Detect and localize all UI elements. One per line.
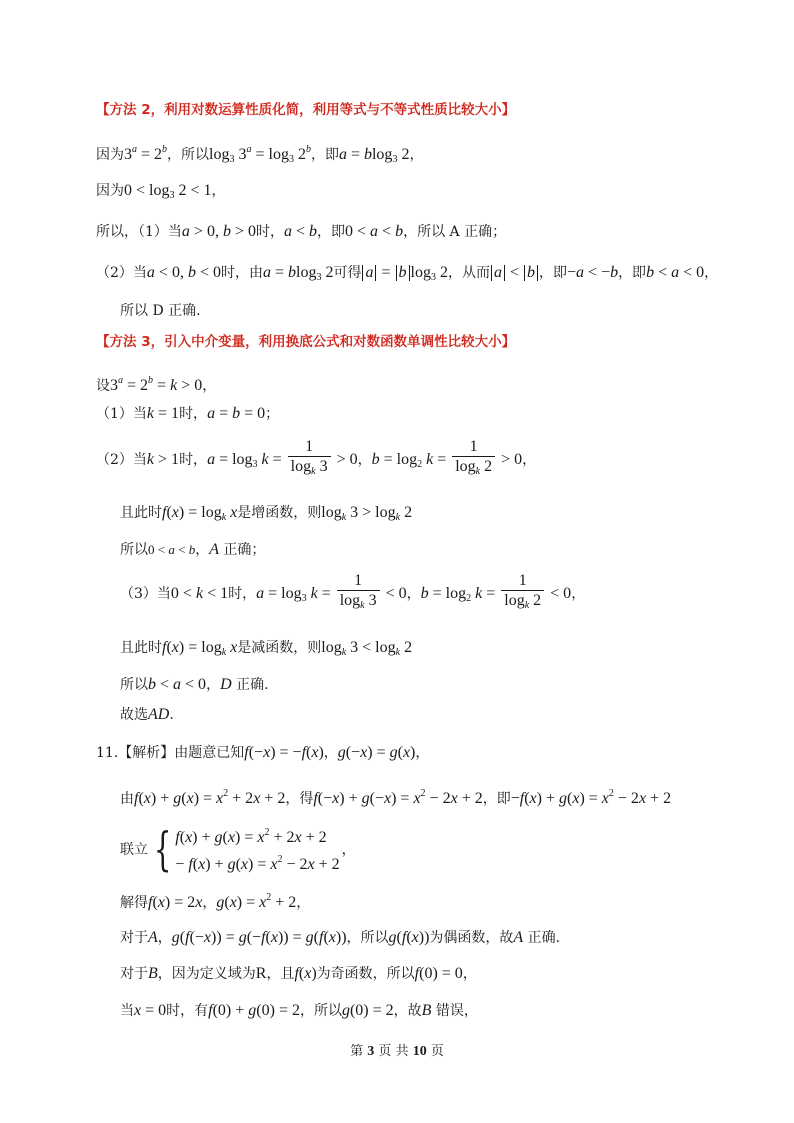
method3-line5: 所以0 < a < b，A 正确； xyxy=(120,541,266,558)
method2-line2: 因为$0 < \log_3 2 < 1$， xyxy=(96,182,226,201)
page-number: 3 xyxy=(367,1044,375,1059)
method2-heading: 【方法 2，利用对数运算性质化简，利用等式与不等式性质比较大小】 xyxy=(96,102,516,118)
q11-line2: 由$f(x) + g(x) = x^2 + 2x + 2$，得$f(-x) + g(-x) = x^2 - 2x + 2$，即$-f(x) + g(x) = x^2 - 2x + 2$ xyxy=(120,788,672,807)
method3-line1: 设$3^a = 2^b = k > 0$， xyxy=(96,375,217,394)
q11-line3-label: 联立 xyxy=(120,842,148,858)
q11-line4: 解得f(x) = 2x，$g(x) = x^2 + 2$， xyxy=(120,892,311,911)
method2-line4: （2）当a < 0, b < 0时，由a = blog$_3$ 2可得 a = b $\log_3 2$，从而 a < b ，即−a < −b，即b < a < 0， xyxy=(96,264,719,283)
method3-line6: （3）当0 < k < 1时，$a = \log_3 k$ = $\frac{1}{\log_k 3}$ < 0，$b = \log_2 k$ = $\frac{1}{\log_k 2}$ < 0， xyxy=(120,572,585,621)
method3-line9: 故选AD. xyxy=(120,706,174,723)
method3-line3: （2）当k > 1时，$a = \log_3 k$ = $\frac{1}{\log_k 3}$ > 0，$b = \log_2 k$ = $\frac{1}{\log_k 2}$ > 0， xyxy=(96,438,536,487)
method3-line4: 且此时$f(x) = \log_k x$是增函数，则$\log_k 3 > \log_k 2$ xyxy=(120,504,413,523)
method2-line5: 所以 D 正确. xyxy=(120,303,201,319)
q11-line6: 对于B，因为定义域为R，且f(x)为奇函数，所以f(0) = 0， xyxy=(120,965,477,982)
page-total: 10 xyxy=(412,1044,427,1059)
page-footer: 第 3 页 共 10 页 xyxy=(350,1044,444,1059)
method3-line2: （1）当k = 1时，a = b = 0； xyxy=(96,405,280,422)
q11-line5: 对于A，g(f(−x)) = g(−f(x)) = g(f(x))，所以g(f(x))为偶函数，故A 正确. xyxy=(120,929,561,946)
method3-line7: 且此时$f(x) = \log_k x$是减函数，则$\log_k 3 < \log_k 2$ xyxy=(120,639,413,658)
method2-line3: 所以，（1）当a > 0, b > 0时，a < b，即0 < a < b，所以 A 正确； xyxy=(96,223,507,240)
q11-system: 联立 { $f(x) + g(x) = x^2 + 2x + 2$ − $f(x) + g(x) = x^2 - 2x + 2$ ， xyxy=(120,822,356,876)
method2-line1: 因为$3^a = 2^b$，所以$\log_3 3^a = \log_3 2^b$，即a = blog$_3$ 2， xyxy=(96,144,424,165)
method3-line8: 所以b < a < 0，D 正确. xyxy=(120,676,269,693)
left-brace-icon: { xyxy=(153,822,172,876)
method3-heading: 【方法 3，引入中介变量，利用换底公式和对数函数单调性比较大小】 xyxy=(96,334,516,350)
q11-line7: 当x = 0时，有f(0) + g(0) = 2，所以g(0) = 2，故B 错误， xyxy=(120,1002,478,1019)
q11-line1: 11.【解析】由题意已知f(−x) = −f(x)，g(−x) = g(x)， xyxy=(96,744,430,761)
